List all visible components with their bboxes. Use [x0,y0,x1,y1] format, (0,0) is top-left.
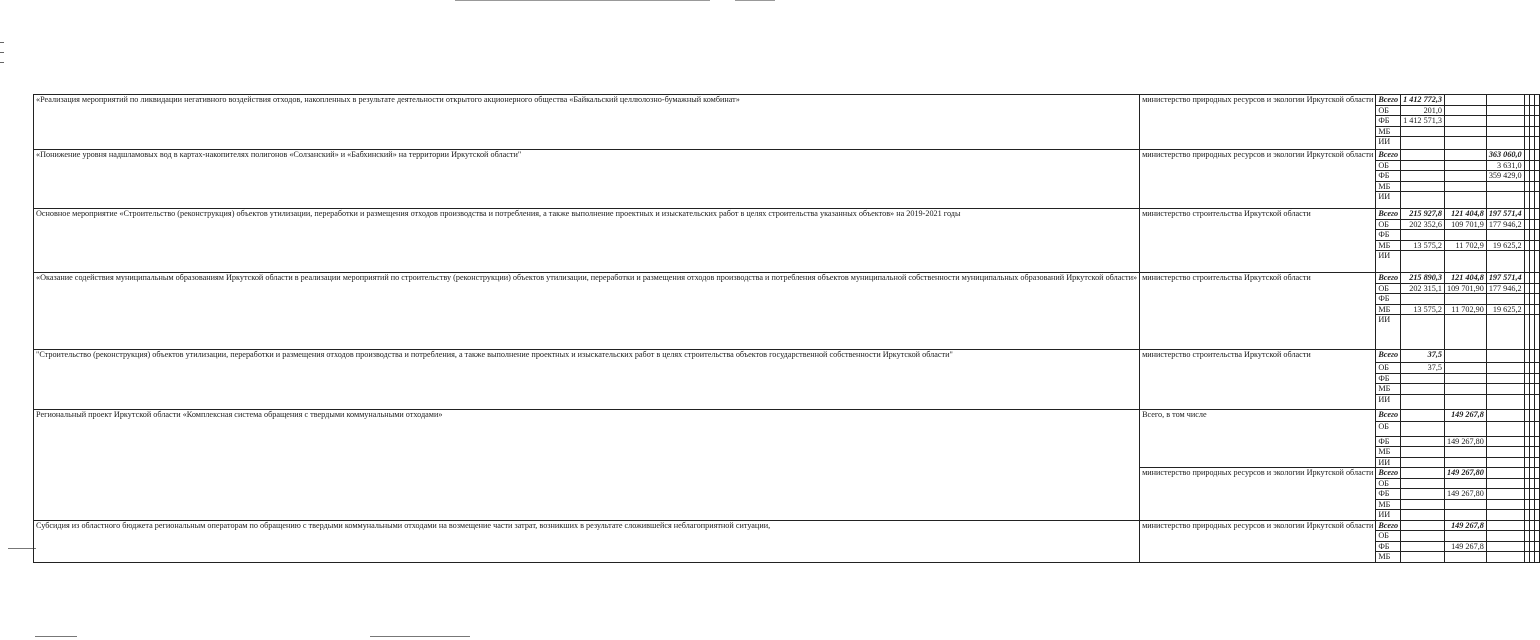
amount-cell [1444,373,1486,384]
amount-cell [1444,447,1486,458]
scan-margin-mark [0,62,4,63]
amount-cell [1401,150,1445,161]
funding-source: МБ [1376,181,1401,192]
amount-cell [1401,251,1445,273]
amount-cell [1486,315,1524,350]
funding-source: МБ [1376,384,1401,395]
amount-cell: 37,5 [1401,363,1445,374]
amount-cell [1486,520,1524,531]
amount-cell [1401,315,1445,350]
amount-cell [1534,209,1539,220]
amount-cell [1534,531,1539,542]
amount-cell [1444,552,1486,563]
amount-cell [1486,95,1524,106]
amount-cell [1401,421,1445,436]
amount-cell: 109 701,90 [1444,283,1486,294]
scan-top-rule-2 [735,0,775,1]
amount-cell: 201,0 [1401,105,1445,116]
responsible-executor: министерство строительства Иркутской области [1140,350,1376,410]
measure-description: «Реализация мероприятий по ликвидации негативного воздействия отходов, накопленных в результате деятельности открытого акционерного общества «Байкальский целлюлозно-бумажный комбинат» [34,95,1140,150]
measure-description: Основное мероприятие «Строительство (реконструкция) объектов утилизации, переработки и размещения отходов производства и потребления, а также выполнение проектных и изыскательских работ в целях строительства указанных объектов» на 2019-2021 годы [34,209,1140,273]
amount-cell [1534,251,1539,273]
amount-cell [1444,95,1486,106]
amount-cell [1401,394,1445,409]
amount-cell [1486,457,1524,468]
funding-source: ОБ [1376,105,1401,116]
amount-cell [1534,499,1539,510]
amount-cell [1401,478,1445,489]
funding-source: ИИ [1376,457,1401,468]
amount-cell [1486,373,1524,384]
funding-source: ФБ [1376,436,1401,447]
amount-cell [1444,181,1486,192]
amount-cell: 149 267,8 [1444,541,1486,552]
scan-bottom-rule-2 [370,636,470,637]
amount-cell: 197 571,4 [1486,273,1524,284]
amount-cell: 121 404,8 [1444,209,1486,220]
funding-source: ОБ [1376,160,1401,171]
amount-cell [1486,384,1524,395]
amount-cell [1534,230,1539,241]
funding-source: ИИ [1376,137,1401,150]
amount-cell [1401,137,1445,150]
funding-source: ИИ [1376,510,1401,521]
amount-cell [1534,219,1539,230]
amount-cell [1486,541,1524,552]
amount-cell [1534,350,1539,363]
amount-cell [1534,457,1539,468]
amount-cell: 215 927,8 [1401,209,1445,220]
amount-cell [1486,350,1524,363]
funding-source: ФБ [1376,116,1401,127]
amount-cell [1534,126,1539,137]
budget-table [33,94,1540,563]
amount-cell [1534,552,1539,563]
amount-cell [1534,315,1539,350]
amount-cell [1486,552,1524,563]
funding-source: ФБ [1376,294,1401,305]
amount-cell [1534,409,1539,421]
amount-cell [1486,489,1524,500]
scan-margin-mark [0,52,4,53]
amount-cell [1534,510,1539,521]
amount-cell [1534,95,1539,106]
amount-cell: 11 702,90 [1444,304,1486,315]
amount-cell [1534,283,1539,294]
amount-cell [1534,240,1539,251]
amount-cell [1534,171,1539,182]
amount-cell [1444,363,1486,374]
amount-cell: 13 575,2 [1401,304,1445,315]
amount-cell [1444,160,1486,171]
amount-cell [1444,150,1486,161]
amount-cell: 13 575,2 [1401,240,1445,251]
amount-cell [1534,373,1539,384]
funding-source: ОБ [1376,478,1401,489]
amount-cell [1534,137,1539,150]
amount-cell: 202 315,1 [1401,283,1445,294]
amount-cell [1534,436,1539,447]
amount-cell: 177 946,2 [1486,283,1524,294]
amount-cell [1486,192,1524,209]
amount-cell [1401,520,1445,531]
funding-source: ОБ [1376,219,1401,230]
amount-cell: 1 412 571,3 [1401,116,1445,127]
amount-cell: 3 631,0 [1486,160,1524,171]
measure-description: «Оказание содействия муниципальным образованиям Иркутской области в реализации мероприятий по строительству (реконструкции) объектов утилизации, переработки и размещения отходов производства и потребления объектов муниципальной собственности муниципальных образований Иркутской области» [34,273,1140,350]
amount-cell [1401,541,1445,552]
amount-cell [1401,510,1445,521]
amount-cell [1401,447,1445,458]
amount-cell [1534,520,1539,531]
amount-cell [1444,137,1486,150]
amount-cell [1486,478,1524,489]
table-row [34,409,1540,421]
amount-cell [1444,251,1486,273]
funding-source: ИИ [1376,315,1401,350]
amount-cell [1444,384,1486,395]
amount-cell [1444,457,1486,468]
amount-cell [1444,510,1486,521]
funding-source: ФБ [1376,230,1401,241]
responsible-executor: министерство природных ресурсов и экологии Иркутской области [1140,520,1376,562]
funding-source: МБ [1376,447,1401,458]
amount-cell [1486,363,1524,374]
amount-cell [1486,105,1524,116]
amount-cell [1534,294,1539,305]
funding-source: ФБ [1376,171,1401,182]
table-row [34,209,1540,220]
scan-side-dash [8,548,36,549]
amount-cell [1534,421,1539,436]
amount-cell [1486,409,1524,421]
amount-cell [1534,478,1539,489]
amount-cell [1486,510,1524,521]
amount-cell [1534,160,1539,171]
amount-cell: 37,5 [1401,350,1445,363]
amount-cell [1486,447,1524,458]
responsible-executor: министерство строительства Иркутской области [1140,209,1376,273]
scan-margin-mark [0,42,4,43]
funding-source: ИИ [1376,192,1401,209]
amount-cell [1486,421,1524,436]
table-row [34,520,1540,531]
amount-cell [1486,531,1524,542]
responsible-executor: министерство строительства Иркутской области [1140,273,1376,350]
measure-description: "Строительство (реконструкция) объектов утилизации, переработки и размещения отходов производства и потребления, а также выполнение проектных и изыскательских работ в целях строительства объектов государственной собственности Иркутской области" [34,350,1140,410]
amount-cell: 149 267,8 [1444,409,1486,421]
amount-cell: 215 890,3 [1401,273,1445,284]
amount-cell [1401,552,1445,563]
amount-cell [1534,150,1539,161]
amount-cell: 109 701,9 [1444,219,1486,230]
amount-cell [1401,160,1445,171]
amount-cell [1401,489,1445,500]
amount-cell: 11 702,9 [1444,240,1486,251]
amount-cell [1534,384,1539,395]
amount-cell [1534,181,1539,192]
amount-cell [1534,273,1539,284]
amount-cell [1401,409,1445,421]
funding-source: МБ [1376,126,1401,137]
scan-top-rule-1 [455,0,710,1]
amount-cell [1486,468,1524,479]
funding-source: Всего [1376,350,1401,363]
funding-source: ИИ [1376,394,1401,409]
measure-description: Региональный проект Иркутской области «Комплексная система обращения с твердыми коммунальными отходами» [34,409,1140,520]
amount-cell [1401,373,1445,384]
funding-source: ФБ [1376,489,1401,500]
funding-source: МБ [1376,552,1401,563]
amount-cell [1486,499,1524,510]
table-row [34,95,1540,106]
funding-source: МБ [1376,304,1401,315]
responsible-executor: министерство природных ресурсов и экологии Иркутской области [1140,468,1376,521]
amount-cell [1486,294,1524,305]
amount-cell [1444,394,1486,409]
funding-source: Всего [1376,520,1401,531]
table-row [34,273,1540,284]
measure-description: «Понижение уровня надшламовых вод в картах-накопителях полигонов «Солзанский» и «Бабхинский» на территории Иркутской области" [34,150,1140,209]
amount-cell [1444,478,1486,489]
funding-source: МБ [1376,240,1401,251]
amount-cell [1444,350,1486,363]
amount-cell [1444,531,1486,542]
amount-cell [1534,192,1539,209]
amount-cell [1401,294,1445,305]
amount-cell: 19 625,2 [1486,240,1524,251]
funding-source: Всего [1376,150,1401,161]
amount-cell [1534,394,1539,409]
amount-cell: 149 267,80 [1444,436,1486,447]
amount-cell [1534,116,1539,127]
amount-cell [1444,105,1486,116]
amount-cell [1401,457,1445,468]
funding-source: ОБ [1376,421,1401,436]
amount-cell: 149 267,80 [1444,489,1486,500]
amount-cell [1444,499,1486,510]
amount-cell: 149 267,80 [1444,468,1486,479]
funding-source: МБ [1376,499,1401,510]
amount-cell [1401,468,1445,479]
funding-source: ОБ [1376,283,1401,294]
amount-cell [1486,137,1524,150]
amount-cell [1444,192,1486,209]
amount-cell [1486,436,1524,447]
amount-cell [1534,468,1539,479]
funding-source: ИИ [1376,251,1401,273]
amount-cell [1486,126,1524,137]
amount-cell [1444,421,1486,436]
amount-cell: 149 267,8 [1444,520,1486,531]
amount-cell [1444,126,1486,137]
amount-cell [1534,105,1539,116]
table-row [34,150,1540,161]
funding-source: Всего [1376,468,1401,479]
amount-cell [1401,192,1445,209]
funding-source: Всего [1376,273,1401,284]
responsible-executor: министерство природных ресурсов и экологии Иркутской области [1140,95,1376,150]
amount-cell [1401,230,1445,241]
amount-cell [1486,181,1524,192]
amount-cell [1401,531,1445,542]
amount-cell: 359 429,0 [1486,171,1524,182]
funding-source: ФБ [1376,373,1401,384]
amount-cell: 363 060,0 [1486,150,1524,161]
amount-cell [1444,315,1486,350]
amount-cell [1486,230,1524,241]
responsible-executor: министерство природных ресурсов и экологии Иркутской области [1140,150,1376,209]
funding-source: ОБ [1376,363,1401,374]
amount-cell [1401,171,1445,182]
amount-cell [1534,447,1539,458]
amount-cell [1534,489,1539,500]
amount-cell [1444,230,1486,241]
amount-cell [1534,541,1539,552]
funding-source: Всего [1376,209,1401,220]
responsible-executor: Всего, в том числе [1140,409,1376,468]
amount-cell [1534,304,1539,315]
funding-source: ФБ [1376,541,1401,552]
amount-cell [1444,294,1486,305]
amount-cell: 197 571,4 [1486,209,1524,220]
amount-cell: 1 412 772,3 [1401,95,1445,106]
amount-cell: 177 946,2 [1486,219,1524,230]
amount-cell [1401,436,1445,447]
amount-cell: 121 404,8 [1444,273,1486,284]
measure-description: Субсидия из областного бюджета региональным операторам по обращению с твердыми коммунальными отходами на возмещение части затрат, возникших в результате сложившейся неблагоприятной ситуации, [34,520,1140,562]
amount-cell [1486,394,1524,409]
amount-cell [1444,171,1486,182]
funding-source: Всего [1376,409,1401,421]
amount-cell [1401,181,1445,192]
amount-cell: 19 625,2 [1486,304,1524,315]
amount-cell [1534,363,1539,374]
scan-bottom-rule-1 [35,636,77,637]
amount-cell [1486,251,1524,273]
amount-cell [1486,116,1524,127]
funding-source: Всего [1376,95,1401,106]
table-row [34,350,1540,363]
amount-cell [1401,126,1445,137]
amount-cell [1444,116,1486,127]
funding-source: ОБ [1376,531,1401,542]
amount-cell [1401,384,1445,395]
amount-cell: 202 352,6 [1401,219,1445,230]
amount-cell [1401,499,1445,510]
